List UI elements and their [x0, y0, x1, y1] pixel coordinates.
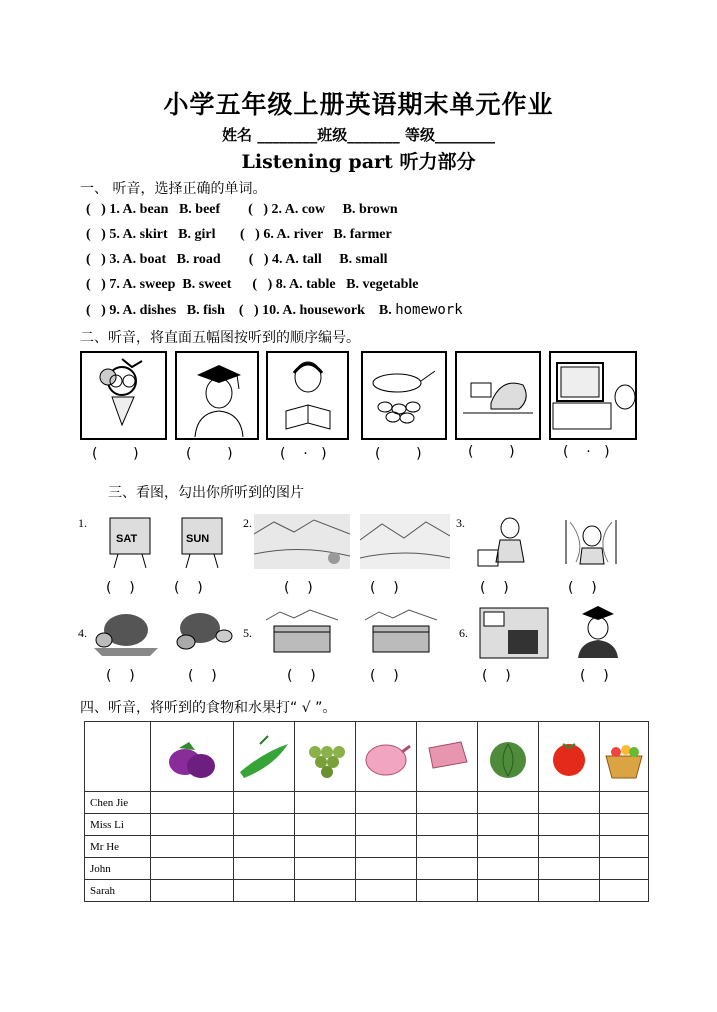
listening-heading — [0, 147, 717, 174]
check-cell[interactable] — [295, 792, 356, 814]
item-number: 6. — [459, 626, 468, 640]
check-cell[interactable] — [478, 792, 539, 814]
eggplant-column — [151, 722, 234, 792]
vegetables-picture — [361, 351, 447, 440]
student-name: Miss Li — [85, 814, 151, 836]
basket-column — [600, 722, 649, 792]
question-row: ( ) 3. A. boat B. road ( ) 4. A. tall B. small — [86, 252, 388, 267]
check-cell[interactable] — [295, 880, 356, 902]
peas-column — [234, 722, 295, 792]
question-row — [86, 302, 463, 319]
teacher-picture — [568, 604, 628, 660]
clown-icon — [82, 353, 165, 438]
kitchen-icon — [478, 606, 550, 660]
item-number: 5. — [243, 626, 252, 640]
student-info-line: 姓名 ________班级_______ 等级________ — [222, 126, 495, 144]
person-icon — [470, 512, 542, 570]
check-cell[interactable] — [600, 880, 649, 902]
check-cell[interactable] — [600, 814, 649, 836]
peas-icon — [234, 722, 294, 788]
listening-heading-cn: 听力部分 — [399, 151, 476, 173]
answer-paren[interactable]: ( · ) — [563, 444, 610, 460]
question-row: ( ) 1. A. bean B. beef ( ) 2. A. cow B. brown — [86, 202, 398, 217]
graduate-picture — [175, 351, 259, 440]
table-row — [85, 814, 649, 836]
eggplant-icon — [151, 722, 233, 788]
check-cell[interactable] — [151, 814, 234, 836]
answer-paren[interactable]: ( ) — [287, 668, 316, 684]
answer-paren[interactable]: ( ) — [375, 446, 422, 462]
check-cell[interactable] — [151, 858, 234, 880]
vegetables-icon — [363, 353, 445, 438]
cleaning-picture — [470, 512, 542, 570]
cabbage-column — [478, 722, 539, 792]
box-scene-picture — [266, 606, 338, 658]
answer-paren[interactable]: ( ) — [284, 580, 313, 596]
chicken-icon — [356, 722, 416, 788]
vegetable-basket-picture — [90, 606, 162, 658]
table-row — [85, 836, 649, 858]
check-cell[interactable] — [539, 880, 600, 902]
graduate-icon — [177, 353, 257, 438]
ham-column — [417, 722, 478, 792]
check-cell[interactable] — [478, 836, 539, 858]
food-check-table — [84, 721, 649, 902]
item-number: 3. — [456, 516, 465, 530]
answer-paren[interactable]: ( ) — [568, 580, 597, 596]
answer-paren[interactable]: ( ) — [482, 668, 511, 684]
calendar-label-sun: SUN — [186, 533, 210, 545]
check-cell[interactable] — [417, 858, 478, 880]
check-cell[interactable] — [234, 880, 295, 902]
answer-paren[interactable]: ( ) — [174, 580, 203, 596]
student-name: Chen Jie — [85, 792, 151, 814]
check-cell[interactable] — [417, 836, 478, 858]
question-row: ( ) 5. A. skirt B. girl ( ) 6. A. river B. farmer — [86, 227, 392, 242]
tv-icon — [551, 353, 635, 438]
check-cell[interactable] — [356, 814, 417, 836]
check-cell[interactable] — [234, 858, 295, 880]
check-cell[interactable] — [600, 792, 649, 814]
student-name: John — [85, 858, 151, 880]
reader-picture — [266, 351, 349, 440]
check-cell[interactable] — [151, 880, 234, 902]
answer-paren[interactable]: ( ) — [106, 580, 135, 596]
check-cell[interactable] — [600, 836, 649, 858]
answer-paren[interactable]: ( ) — [92, 446, 139, 462]
chicken-column — [356, 722, 417, 792]
calendar-icon — [170, 512, 232, 570]
graduate-icon — [568, 604, 628, 660]
question-row: ( ) 7. A. sweep B. sweet ( ) 8. A. table B. vegetable — [86, 277, 419, 292]
tomato-icon — [539, 722, 599, 788]
calendar-label-sat: SAT — [116, 533, 138, 545]
vegetable-pile-picture — [166, 606, 238, 658]
check-cell[interactable] — [417, 814, 478, 836]
person-icon — [556, 512, 628, 570]
basket-icon — [90, 606, 162, 658]
table-header-row — [85, 722, 649, 792]
basket-icon — [600, 722, 648, 788]
landscape-icon — [360, 514, 450, 569]
check-cell[interactable] — [295, 814, 356, 836]
check-cell[interactable] — [151, 792, 234, 814]
answer-paren[interactable]: ( ) — [186, 446, 233, 462]
check-cell[interactable] — [356, 880, 417, 902]
landscape-icon — [254, 514, 350, 569]
check-cell[interactable] — [539, 814, 600, 836]
grapes-icon — [295, 722, 355, 788]
cabbage-icon — [478, 722, 538, 788]
check-cell[interactable] — [600, 858, 649, 880]
answer-paren[interactable]: ( ) — [106, 668, 135, 684]
item-number: 4. — [78, 626, 87, 640]
check-cell[interactable] — [539, 858, 600, 880]
page-title: 小学五年级上册英语期末单元作业 — [163, 90, 554, 119]
check-cell[interactable] — [356, 792, 417, 814]
cooking-picture — [556, 512, 628, 570]
check-cell[interactable] — [295, 858, 356, 880]
box-scene-picture — [365, 606, 437, 658]
check-cell[interactable] — [539, 836, 600, 858]
check-cell[interactable] — [234, 836, 295, 858]
check-cell[interactable] — [356, 836, 417, 858]
check-cell[interactable] — [478, 858, 539, 880]
q10-option-b: homework — [395, 302, 463, 318]
tomato-column — [539, 722, 600, 792]
check-cell[interactable] — [295, 836, 356, 858]
check-cell[interactable] — [356, 858, 417, 880]
answer-paren[interactable]: ( ) — [480, 580, 509, 596]
grapes-column — [295, 722, 356, 792]
item-number: 2. — [243, 516, 252, 530]
calendar-sat-picture — [98, 512, 160, 570]
check-cell[interactable] — [478, 814, 539, 836]
listening-heading-en: Listening part — [241, 151, 393, 173]
answer-paren[interactable]: ( ) — [580, 668, 609, 684]
check-cell[interactable] — [417, 792, 478, 814]
section2-title: 二、听音，将直面五幅图按听到的顺序编号。 — [80, 330, 360, 346]
table-row — [85, 792, 649, 814]
rock-picture — [455, 351, 541, 440]
answer-paren[interactable]: ( ) — [468, 444, 515, 460]
section4-title: 四、听音，将听到的食物和水果打“ √ ”。 — [80, 700, 337, 716]
section1-title: 一、 听音，选择正确的单词。 — [80, 181, 267, 197]
check-cell[interactable] — [234, 792, 295, 814]
answer-paren[interactable]: ( · ) — [280, 446, 327, 462]
calendar-sun-picture — [170, 512, 232, 570]
box-icon — [365, 606, 437, 658]
answer-paren[interactable]: ( ) — [188, 668, 217, 684]
student-name: Mr He — [85, 836, 151, 858]
answer-paren[interactable]: ( ) — [370, 580, 399, 596]
reader-icon — [268, 353, 347, 438]
student-name: Sarah — [85, 880, 151, 902]
calendar-icon — [98, 512, 160, 570]
section3-title: 三、看图，勾出你所听到的图片 — [108, 485, 304, 501]
river-scene-picture — [254, 514, 350, 569]
check-cell[interactable] — [234, 814, 295, 836]
rock-icon — [457, 353, 539, 438]
tv-picture — [549, 351, 637, 440]
kitchen-picture — [478, 606, 550, 660]
ham-icon — [417, 722, 477, 788]
table-row — [85, 858, 649, 880]
mountain-scene-picture — [360, 514, 450, 569]
table-row — [85, 880, 649, 902]
box-icon — [266, 606, 338, 658]
question-text: ( ) 9. A. dishes B. fish ( ) 10. A. housework B. — [86, 303, 396, 318]
check-cell[interactable] — [417, 880, 478, 902]
answer-paren[interactable]: ( ) — [370, 668, 399, 684]
check-cell[interactable] — [478, 880, 539, 902]
check-cell[interactable] — [151, 836, 234, 858]
table-corner-cell — [85, 722, 151, 792]
clown-picture — [80, 351, 167, 440]
check-cell[interactable] — [539, 792, 600, 814]
vegetables-icon — [166, 606, 238, 658]
item-number: 1. — [78, 516, 87, 530]
